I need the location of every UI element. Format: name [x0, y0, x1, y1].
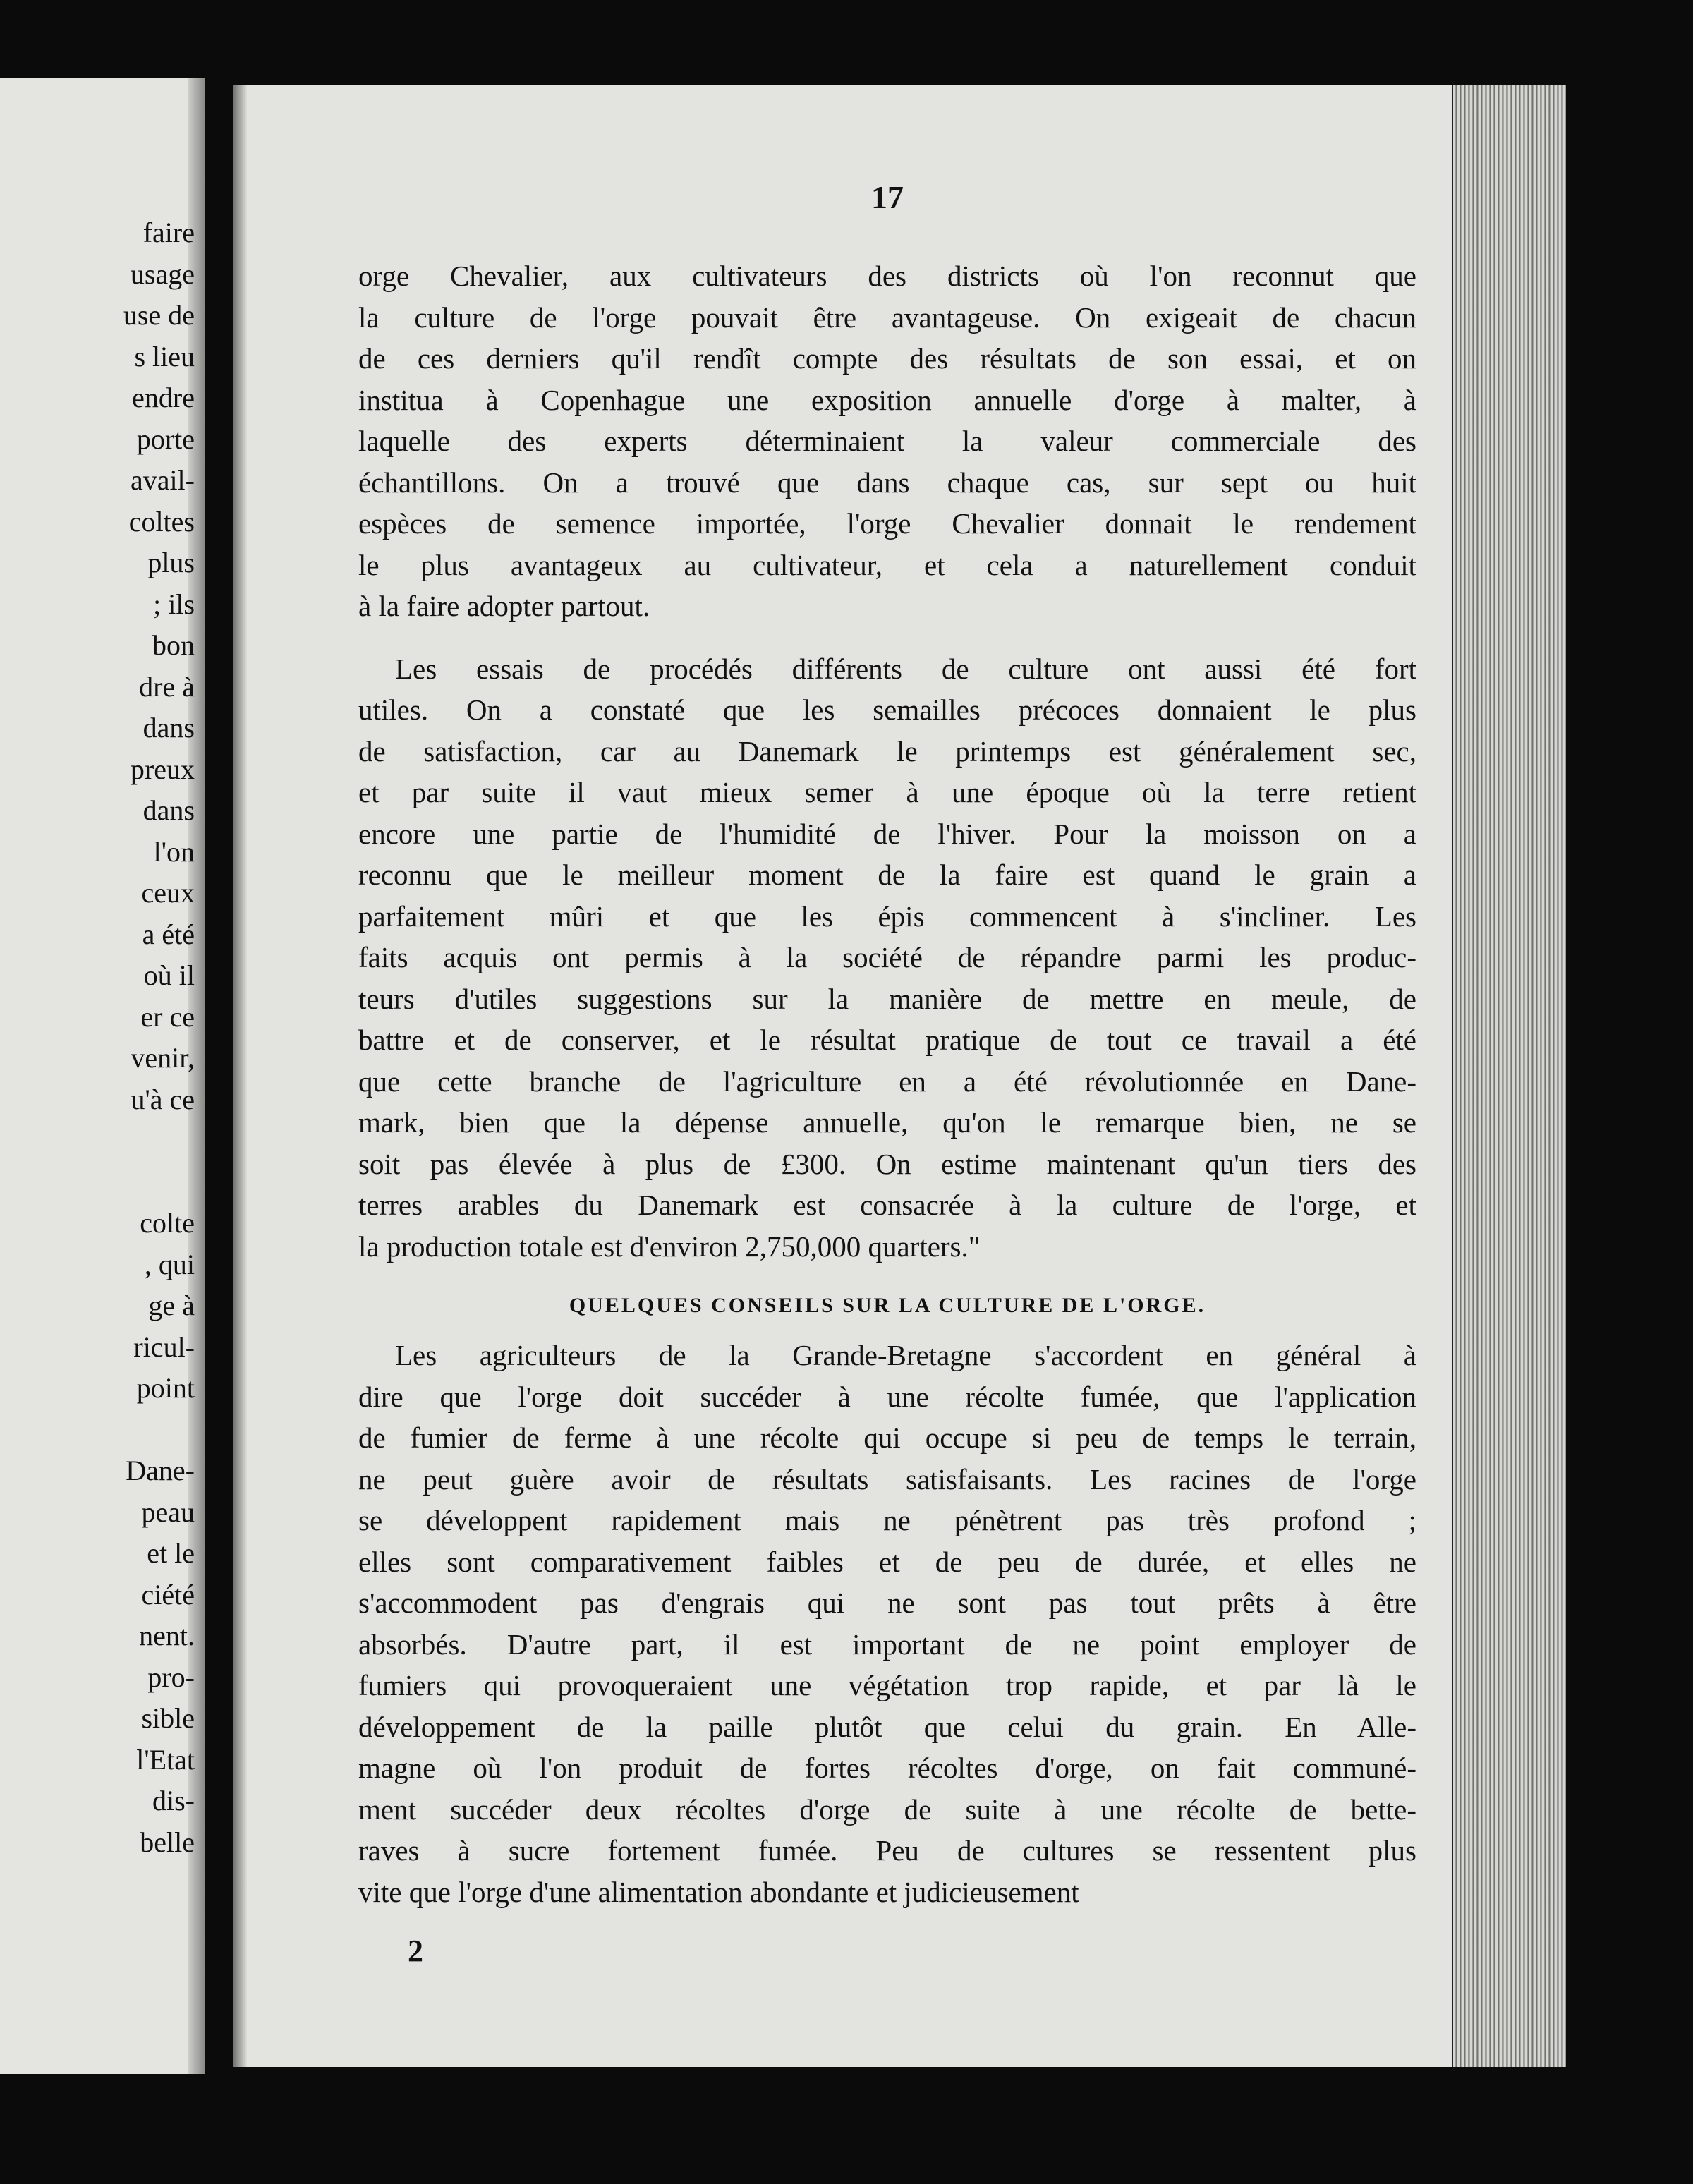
text-line: à la faire adopter partout.	[358, 590, 650, 622]
left-page-fragment: ; ils	[153, 588, 195, 620]
left-page-fragment: Dane-	[126, 1455, 195, 1486]
paragraph-1	[358, 255, 1416, 627]
left-page-fragment: et le	[147, 1537, 195, 1569]
text-line: la culture de l'orge pouvait être avantageuse. On exigeait de chacun	[358, 301, 1416, 334]
left-page-fragment: peau	[141, 1496, 195, 1528]
text-line: faits acquis ont permis à la société de répandre parmi les produc-	[358, 941, 1416, 973]
text-line: raves à sucre fortement fumée. Peu de cultures se ressentent plus	[358, 1834, 1416, 1867]
text-line: parfaitement mûri et que les épis commencent à s'incliner. Les	[358, 899, 1416, 933]
text-line: reconnu que le meilleur moment de la faire est quand le grain a	[358, 859, 1416, 891]
left-page-fragment: ceux	[141, 877, 195, 909]
left-page-fragment: s lieu	[134, 340, 195, 372]
left-page-fragment: colte	[140, 1207, 195, 1239]
section-heading: QUELQUES CONSEILS SUR LA CULTURE DE L'ORGE.	[569, 1294, 1206, 1317]
text-line: orge Chevalier, aux cultivateurs des districts où l'on reconnut que	[358, 260, 1416, 292]
left-page-fragment: dre à	[139, 670, 195, 703]
left-page-fragment: er ce	[140, 1000, 195, 1033]
text-line: de ces derniers qu'il rendît compte des résultats de son essai, et on	[358, 342, 1416, 375]
text-line: institua à Copenhague une exposition annuelle d'orge à malter, à	[358, 383, 1416, 416]
text-line: développement de la paille plutôt que celui du grain. En Alle-	[358, 1710, 1416, 1743]
left-page-fragment: où il	[143, 959, 195, 991]
text-line: terres arables du Danemark est consacrée à la culture de l'orge, et	[358, 1189, 1416, 1221]
left-page-fragment: porte	[136, 423, 195, 455]
left-page-fragment: u'à ce	[131, 1083, 195, 1115]
text-line: soit pas élevée à plus de £300. On estime maintenant qu'un tiers des	[358, 1147, 1416, 1180]
text-line: laquelle des experts déterminaient la valeur commerciale des	[358, 425, 1416, 457]
text-line: Les essais de procédés différents de culture ont aussi été fort	[395, 652, 1416, 685]
paragraph-2	[358, 648, 1416, 1268]
text-line: vite que l'orge d'une alimentation abondante et judicieusement	[358, 1875, 1079, 1908]
text-line: Les agriculteurs de la Grande-Bretagne s'accordent en général à	[395, 1339, 1416, 1371]
left-page-fragment: avail-	[130, 464, 195, 496]
text-line: s'accommodent pas d'engrais qui ne sont pas tout prêts à être	[358, 1587, 1416, 1619]
left-page-fragment: dis-	[152, 1785, 195, 1816]
text-line: absorbés. D'autre part, il est important de ne point employer de	[358, 1627, 1416, 1661]
left-page-fragment: dans	[142, 794, 195, 826]
left-page-fragment: point	[136, 1372, 195, 1404]
text-line: que cette branche de l'agriculture en a été révolutionnée en Dane-	[358, 1064, 1416, 1098]
text-line: se développent rapidement mais ne pénètrent pas très profond ;	[358, 1504, 1416, 1536]
right-page	[233, 85, 1566, 2067]
left-page-fragment: plus	[147, 547, 195, 578]
left-page-fragment: preux	[130, 753, 195, 785]
text-line: espèces de semence importée, l'orge Chevalier donnait le rendement	[358, 507, 1416, 540]
text-line: mark, bien que la dépense annuelle, qu'on le remarque bien, ne se	[358, 1106, 1416, 1139]
text-line: utiles. On a constaté que les semailles précoces donnaient le plus	[358, 693, 1416, 726]
left-page-fragment: sible	[141, 1702, 195, 1734]
left-page-fragment: endre	[132, 382, 195, 413]
text-line: de satisfaction, car au Danemark le printemps est généralement sec,	[358, 734, 1416, 768]
signature-mark: 2	[408, 1934, 423, 1968]
left-page-fragment: l'on	[153, 835, 195, 868]
page-number: 17	[871, 179, 904, 215]
text-line: le plus avantageux au cultivateur, et cela a naturellement conduit	[358, 548, 1416, 581]
left-page-fragment: use de	[123, 299, 195, 331]
text-line: la production totale est d'environ 2,750,000 quarters."	[358, 1230, 981, 1263]
page-gutter	[233, 85, 247, 2067]
text-line: elles sont comparativement faibles et de peu de durée, et elles ne	[358, 1545, 1416, 1578]
page-edges	[1452, 85, 1566, 2067]
left-page-fragment: dans	[142, 712, 195, 744]
left-page-fragment: a été	[142, 918, 195, 950]
left-page-fragment: pro-	[147, 1661, 195, 1693]
left-page-fragment: ciété	[141, 1578, 195, 1610]
text-line: dire que l'orge doit succéder à une récolte fumée, que l'application	[358, 1380, 1416, 1413]
paragraph-3	[358, 1335, 1416, 1912]
text-line: teurs d'utiles suggestions sur la manière de mettre en meule, de	[358, 982, 1416, 1015]
left-page-fragment: bon	[152, 629, 195, 661]
text-line: échantillons. On a trouvé que dans chaque cas, sur sept ou huit	[358, 466, 1416, 499]
left-page-fragment: nent.	[139, 1620, 195, 1651]
text-line: fumiers qui provoqueraient une végétation trop rapide, et par là le	[358, 1669, 1416, 1701]
left-page-fragment: ricul-	[133, 1330, 195, 1363]
text-line: battre et de conserver, et le résultat pratique de tout ce travail a été	[358, 1024, 1416, 1056]
left-page-fragment: l'Etat	[136, 1743, 195, 1776]
text-line: de fumier de ferme à une récolte qui occupe si peu de temps le terrain,	[358, 1421, 1416, 1454]
text-line: magne où l'on produit de fortes récoltes d'orge, on fait communé-	[358, 1752, 1416, 1784]
left-page-fragment: faire	[142, 217, 195, 248]
left-page-fragment: , qui	[144, 1248, 195, 1280]
left-page-fragment: belle	[140, 1826, 195, 1858]
text-line: et par suite il vaut mieux semer à une époque où la terre retient	[358, 776, 1416, 808]
text-line: encore une partie de l'humidité de l'hiver. Pour la moisson on a	[358, 817, 1416, 850]
left-page	[0, 78, 205, 2074]
text-block	[358, 176, 1416, 1969]
text-line: ne peut guère avoir de résultats satisfaisants. Les racines de l'orge	[358, 1462, 1416, 1496]
left-page-fragment: coltes	[128, 505, 195, 538]
left-page-fragment: venir,	[131, 1042, 195, 1074]
left-page-fragment: ge à	[148, 1290, 195, 1321]
text-line: ment succéder deux récoltes d'orge de suite à une récolte de bette-	[358, 1792, 1416, 1826]
left-page-fragment: usage	[130, 257, 195, 290]
